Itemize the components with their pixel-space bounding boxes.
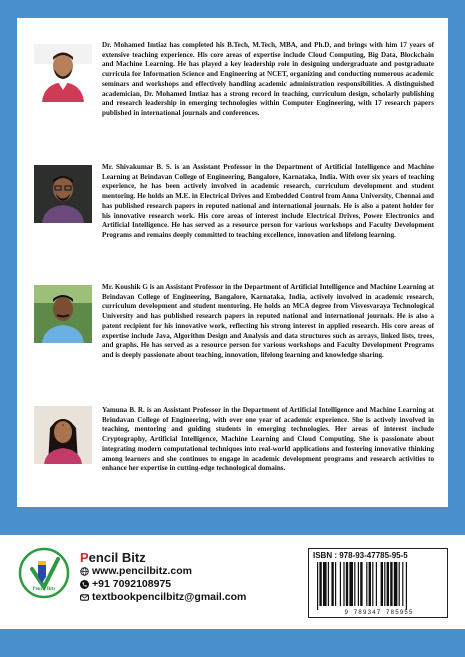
- author-photo-1: [34, 44, 92, 102]
- barcode-bar: [372, 562, 373, 606]
- barcode-bar: [349, 562, 353, 606]
- brand-initial: P: [80, 550, 89, 565]
- barcode-bar: [360, 562, 362, 606]
- isbn-label: ISBN : 978-93-47785-95-5: [313, 551, 408, 560]
- barcode-bar: [358, 562, 359, 606]
- publisher-brand: [80, 550, 146, 565]
- barcode-bar: [323, 562, 327, 606]
- barcode-icon: [315, 562, 443, 610]
- email-row: [80, 591, 246, 603]
- publisher-footer: [0, 535, 465, 629]
- phone-number[interactable]: +91 7092108975: [92, 578, 172, 590]
- mail-icon: [80, 593, 89, 602]
- barcode-bar: [328, 562, 329, 606]
- portrait-woman-icon: [34, 406, 92, 464]
- author-bio-text-1: Dr. Mohamed Imtiaz has completed his B.Tech, M.Tech, MBA, and Ph.D, and brings with him 17 years of extensive teaching experience. His core areas of expertise include Cloud Computing, Big Data, Blockchain and Machine Learning. He has played a key leadership role in designing undergraduate and postgraduate curricula for Information Science and Engineering at NCET, organizing and conducting numerous academic seminars and workshops and effectively handling academic administration responsibilities. A distinguished academician, Dr. Mohamed Imtiaz has a strong record in teaching, curriculum design, scholarly publishing and research leadership in emerging technologies within Computer Engineering, with 17 research papers published in international journals and conferences.: [102, 41, 434, 117]
- barcode-bar: [340, 562, 341, 606]
- author-photo-2: [34, 165, 92, 223]
- barcode-bar: [317, 562, 318, 610]
- barcode-bar: [406, 562, 407, 610]
- email-link[interactable]: textbookpencilbitz@gmail.com: [92, 591, 247, 603]
- barcode-bar: [319, 562, 321, 606]
- author-photo-4: [34, 406, 92, 464]
- barcode-bar: [369, 562, 371, 606]
- globe-icon: [80, 567, 89, 576]
- barcode-bar: [346, 562, 348, 606]
- author-bio-4: [17, 404, 448, 494]
- author-bio-text-2: Mr. Shivakumar B. S. is an Assistant Professor in the Department of Artificial Intelligence and Machine Learning at Brindavan College of Engineering, Bangalore, Karnataka, India. With over six years of teaching experience, he has been actively involved in academic research, curriculum development and student mentoring. He holds an M.E. in Electrical Drives and Embedded Control from Anna University, Chennai and has published research papers in reputed national and international journals. He is also a patent holder for his innovative research work. His core areas of interest include Electrical Drives, Power Electronics and Artificial Intelligence. He has served as a resource person for various workshops and Faculty Development Programs and remains deeply committed to teaching excellence, innovation and lifelong learning.: [102, 163, 434, 239]
- phone-icon: [80, 580, 89, 589]
- barcode-bar: [376, 562, 377, 606]
- barcode-bar: [354, 562, 355, 606]
- barcode-bar: [366, 562, 367, 606]
- pencil-bitz-logo-icon: [18, 547, 70, 599]
- barcode-bar: [384, 562, 385, 606]
- website-row: [80, 565, 192, 577]
- author-bio-text-3: Mr. Koushik G is an Assistant Professor in the Department of Artificial Intelligence and Machine Learning at Brindavan College of Engineering, Bangalore, Karnataka, India, actively involved in academic research, curriculum development and student mentoring. He holds an MCA degree from Visvesvaraya Technological University and has published research papers in reputed national and international journals. He is also a patent recipient for his innovative work, reflecting his strong interest in applied research. His core areas of expertise include Java, Algorithm Design and Analysis and data structures such as arrays, linked lists, trees, and graphs. He has served as a resource person for various workshops and Faculty Development Programs and is deeply passionate about teaching, innovation, lifelong learning and knowledge sharing.: [102, 283, 434, 359]
- author-photo-3: [34, 285, 92, 343]
- barcode-bar: [387, 562, 389, 606]
- barcode-bar: [402, 562, 403, 606]
- author-bios-panel: [17, 18, 448, 507]
- website-link[interactable]: www.pencilbitz.com: [92, 565, 192, 577]
- barcode-bar: [343, 562, 344, 606]
- brand-rest: encil Bitz: [88, 550, 146, 565]
- portrait-man-glasses-icon: [34, 165, 92, 223]
- author-bio-2: [17, 163, 448, 288]
- portrait-man-outdoor-icon: [34, 285, 92, 343]
- logo-caption: Pencil Bitz: [32, 587, 56, 592]
- barcode-bar: [394, 562, 398, 606]
- barcode-bar: [335, 562, 336, 606]
- barcode-bar: [331, 562, 333, 606]
- portrait-man-beard-icon: [34, 44, 92, 102]
- barcode-bar: [381, 562, 383, 606]
- author-bio-1: [17, 39, 448, 169]
- author-bio-3: [17, 283, 448, 403]
- isbn-barcode-box: [308, 548, 448, 618]
- barcode-bar: [399, 562, 400, 606]
- barcode-digits: 9 789347 785955: [344, 609, 414, 616]
- barcode-bar: [390, 562, 392, 606]
- author-bio-text-4: Yamuna B. R. is an Assistant Professor in the Department of Artificial Intelligence and Machine Learning at Brindavan College of Engineering, with over one year of academic experience. She is actively involved in teaching, mentoring and guiding students in emerging technologies. Her areas of interest include Cryptography, Artificial Intelligence, Machine Learning and Cloud Computing. She is passionate about integrating modern computational techniques into real-world applications and fostering innovative thinking among learners and she continues to engage in academic development programs and research activities to enhance her expertise in cutting-edge technological domains.: [102, 406, 434, 473]
- phone-row: [80, 578, 171, 590]
